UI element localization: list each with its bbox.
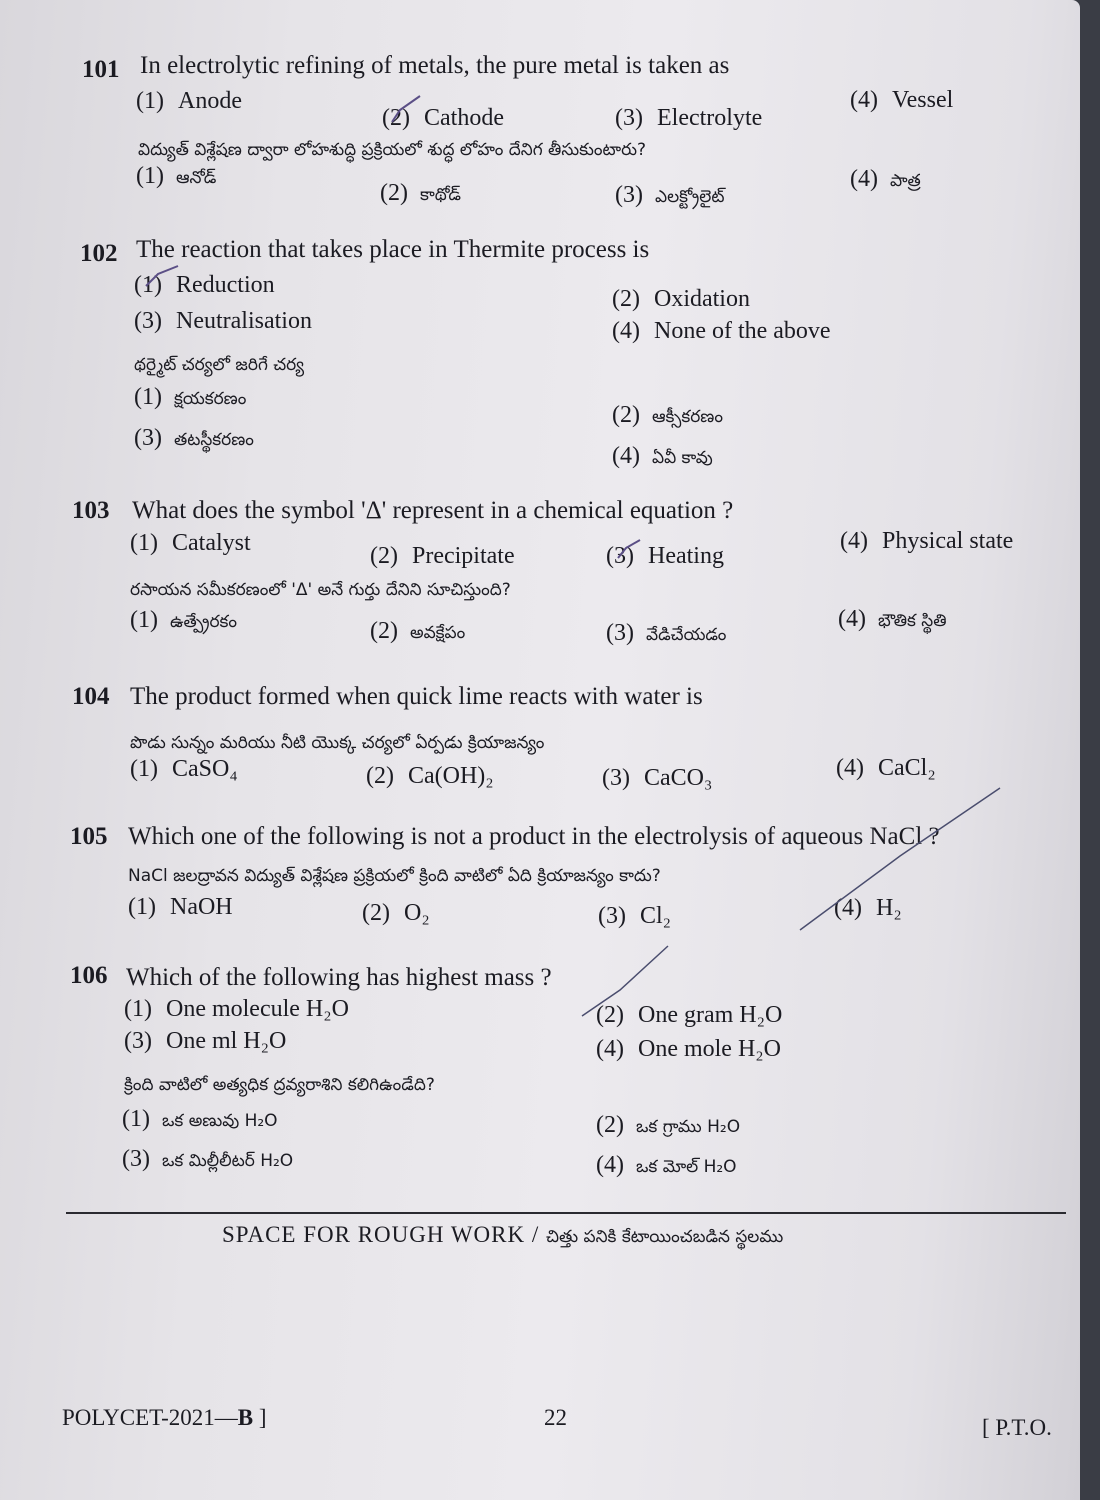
question-101-option-4: (4) Vessel [850, 87, 954, 113]
question-104-telugu: పొడు సున్నం మరియు నీటి యొక్క చర్యలో ఏర్పడు క్రియాజన్యం [130, 733, 545, 753]
question-101-te-option-3: (3) ఎలక్ట్రోలైట్ [615, 182, 725, 208]
question-104-number: 104 [72, 683, 110, 710]
scribble-line-106 [582, 946, 668, 1016]
question-103-te-option-2: (2) అవక్షేపం [370, 618, 466, 644]
question-105-option-3: (3) Cl₂ [598, 903, 672, 929]
question-103-english: What does the symbol 'Δ' represent in a chemical equation ? [132, 497, 734, 524]
question-102-number: 102 [80, 240, 118, 267]
question-102-te-option-3: (3) తటస్థీకరణం [134, 425, 254, 451]
question-103-telugu: రసాయన సమీకరణంలో 'Δ' అనే గుర్తు దేనిని సూచిస్తుంది? [130, 580, 511, 600]
question-103-option-2: (2) Precipitate [370, 543, 515, 569]
question-101-number: 101 [82, 56, 120, 83]
question-101-te-option-2: (2) కాథోడ్ [380, 180, 461, 206]
question-101-te-option-1: (1) ఆనోడ్ [136, 163, 217, 189]
footer-paper-code: POLYCET-2021—B ] [62, 1405, 267, 1430]
divider-line [66, 1212, 1066, 1214]
tick-mark-101 [392, 96, 420, 122]
question-103-te-option-4: (4) భౌతిక స్థితి [838, 606, 947, 632]
rough-work-heading: SPACE FOR ROUGH WORK / చిత్తు పనికి కేటాయించబడిన స్థలము [222, 1222, 784, 1247]
question-105-english: Which one of the following is not a product in the electrolysis of aqueous NaCl ? [128, 823, 940, 850]
question-102-option-3: (3) Neutralisation [134, 308, 312, 334]
question-103-te-option-3: (3) వేడిచేయడం [606, 620, 727, 646]
question-103-option-3: (3) Heating [606, 543, 724, 569]
question-106-te-option-1: (1) ఒక అణువు H₂O [122, 1106, 278, 1132]
question-102-english: The reaction that takes place in Thermite process is [136, 236, 650, 263]
question-102-option-1: (1) Reduction [134, 272, 275, 298]
question-106-option-1: (1) One molecule H₂O [124, 996, 349, 1022]
question-104-option-2: (2) Ca(OH)₂ [366, 763, 494, 789]
question-106-number: 106 [70, 962, 108, 989]
question-105-telugu: NaCl జలద్రావన విద్యుత్ విశ్లేషణ ప్రక్రియలో క్రింది వాటిలో ఏది క్రియాజన్యం కాదు? [128, 866, 661, 886]
question-102-telugu: థర్మైట్ చర్యలో జరిగే చర్య [134, 355, 305, 375]
question-105-option-1: (1) NaOH [128, 894, 233, 920]
question-102-option-4: (4) None of the above [612, 318, 831, 344]
question-106-telugu: క్రింది వాటిలో అత్యధిక ద్రవ్యరాశిని కలిగిఉండేది? [124, 1075, 435, 1095]
question-102-te-option-2: (2) ఆక్సీకరణం [612, 402, 723, 428]
question-102-te-option-4: (4) ఏవీ కావు [612, 443, 713, 469]
question-103-te-option-1: (1) ఉత్ప్రేరకం [130, 607, 238, 633]
question-105-number: 105 [70, 823, 108, 850]
question-103-option-1: (1) Catalyst [130, 530, 251, 556]
question-103-option-4: (4) Physical state [840, 528, 1014, 554]
question-106-option-2: (2) One gram H₂O [596, 1002, 783, 1028]
question-106-english: Which of the following has highest mass ? [126, 964, 552, 991]
scribble-line-105 [800, 788, 1000, 930]
question-104-option-1: (1) CaSO₄ [130, 756, 238, 782]
question-104-english: The product formed when quick lime reacts with water is [130, 683, 703, 710]
question-106-te-option-3: (3) ఒక మిల్లీలీటర్ H₂O [122, 1146, 294, 1172]
question-104-option-3: (3) CaCO₃ [602, 765, 713, 791]
question-101-te-option-4: (4) పాత్ర [850, 166, 921, 192]
question-101-telugu: విద్యుత్ విశ్లేషణ ద్వారా లోహశుద్ధి ప్రక్రియలో శుద్ధ లోహం దేనిగ తీసుకుంటారు? [138, 140, 647, 160]
question-101-option-3: (3) Electrolyte [615, 105, 763, 131]
question-106-option-3: (3) One ml H₂O [124, 1028, 287, 1054]
footer-page-number: 22 [544, 1405, 567, 1430]
question-105-option-4: (4) H₂ [834, 895, 902, 921]
tick-mark-103 [618, 540, 640, 558]
question-106-te-option-4: (4) ఒక మోల్ H₂O [596, 1152, 737, 1178]
question-104-option-4: (4) CaCl₂ [836, 755, 936, 781]
tick-mark-102 [146, 266, 178, 286]
question-102-te-option-1: (1) క్షయకరణం [134, 384, 247, 410]
question-102-option-2: (2) Oxidation [612, 286, 750, 312]
question-101-english: In electrolytic refining of metals, the pure metal is taken as [140, 52, 730, 79]
question-101-option-1: (1) Anode [136, 88, 242, 114]
question-101-option-2: (2) Cathode [382, 105, 504, 131]
question-103-number: 103 [72, 497, 110, 524]
footer-pto: [ P.T.O. [982, 1415, 1052, 1440]
question-106-option-4: (4) One mole H₂O [596, 1036, 781, 1062]
question-105-option-2: (2) O₂ [362, 900, 430, 926]
question-106-te-option-2: (2) ఒక గ్రాము H₂O [596, 1112, 741, 1138]
